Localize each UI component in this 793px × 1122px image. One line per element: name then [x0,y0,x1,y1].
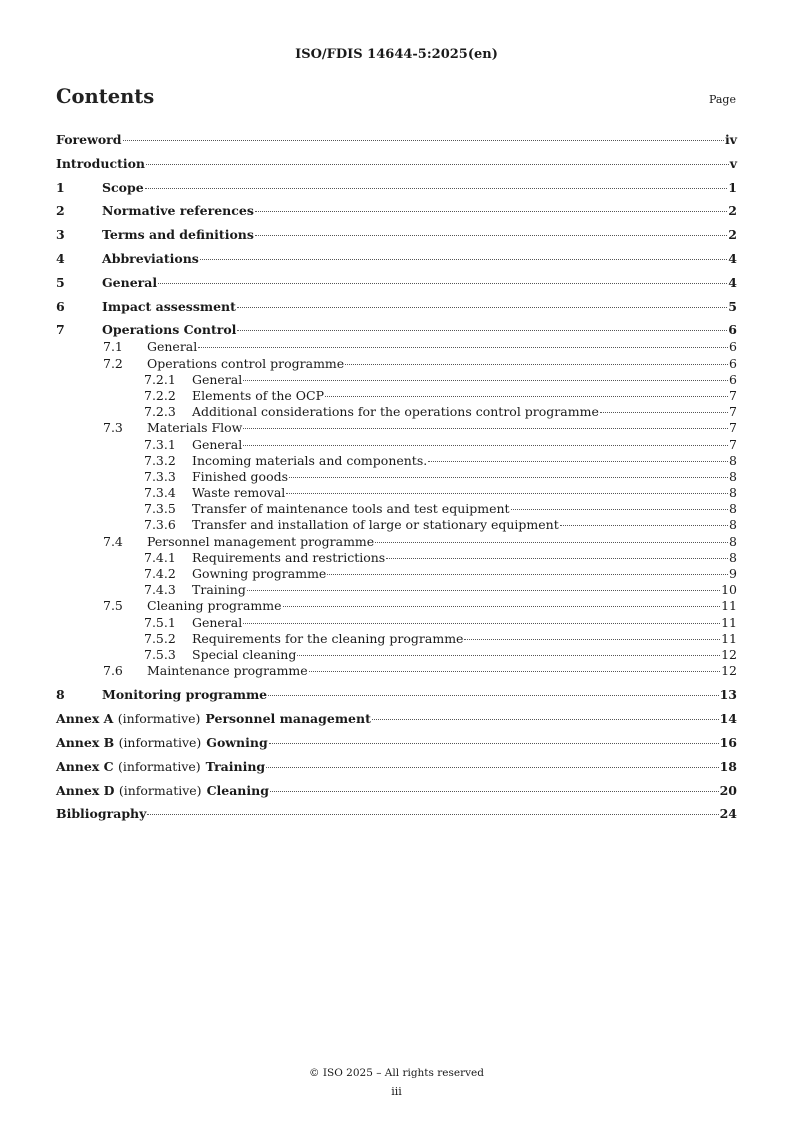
toc-entry-number: 7.2 [103,355,123,371]
toc-page-number: 8 [729,452,737,468]
toc-entry-number: 7.4 [103,533,123,549]
toc-entry-number: 7.3.2 [144,452,176,468]
toc-entry-number: 1 [56,179,65,195]
toc-entry-title: Finished goods [192,468,289,484]
toc-page-number: 7 [729,436,737,452]
toc-entry-number: 7.5.2 [144,630,176,646]
toc-page-number: 12 [721,646,737,662]
toc-entry-number: 7.2.1 [144,371,176,387]
toc-entry-title: General [192,614,243,630]
toc-page-number: 9 [729,566,737,581]
toc-page-number: 2 [728,227,737,243]
toc-page-number: 7 [729,420,737,436]
toc-entry-annex-b[interactable] [56,731,737,755]
toc-entry-terms-definitions[interactable] [56,223,737,247]
toc-page-number: 7 [729,404,737,420]
dot-leader [255,235,727,236]
toc-entry-number: 7.6 [103,663,123,679]
toc-entry-title: Normative references [102,203,254,219]
toc-page-number: 18 [719,758,737,774]
toc-entry-number: 7.3.3 [144,468,176,484]
toc-entry-number: 7.5 [103,598,123,614]
toc-entry-title: Cleaning programme [147,598,282,614]
toc-entry-abbreviations[interactable] [56,247,737,271]
annex-label: Annex B [56,734,115,750]
toc-page-number: 12 [721,663,737,679]
toc-entry-title: Transfer of maintenance tools and test equipment [192,501,510,517]
dot-leader [266,767,718,768]
dot-leader [268,695,718,696]
dot-leader [511,509,728,510]
toc-page-number: 8 [729,549,737,565]
dot-leader [255,211,727,212]
toc-page-number: 10 [721,582,737,598]
toc-entry-scope[interactable] [56,176,737,200]
toc-subentry-7-5-3[interactable] [56,647,737,663]
annex-informative-tag: (informative) [117,711,201,727]
dot-leader [237,330,727,331]
toc-subentry-7-4-3[interactable] [56,582,737,598]
toc-entry-number: 5 [56,274,65,290]
toc-entry-title: Requirements for the cleaning programme [192,630,464,646]
toc-page-number: 8 [729,533,737,549]
toc-entry-title: Incoming materials and components. [192,452,428,468]
toc-entry-title: Materials Flow [147,420,243,436]
toc-entry-title: Training [205,758,266,774]
toc-entry-number: 7.2.3 [144,404,176,420]
toc-entry-operations-control[interactable] [56,321,737,339]
dot-leader [560,525,728,526]
dot-leader [428,461,728,462]
dot-leader [309,671,720,672]
dot-leader [327,574,728,575]
page-column-label: Page [708,93,736,106]
dot-leader [297,655,720,656]
toc-page-number: 6 [729,339,737,355]
toc-entry-title: General [192,436,243,452]
dot-leader [147,814,718,815]
toc-entry-number: 7.4.1 [144,549,176,565]
page-number-footer: iii [391,1085,402,1098]
toc-page-number: 11 [721,630,737,646]
toc-entry-annex-d[interactable] [56,779,737,803]
dot-leader [269,743,719,744]
dot-leader [325,396,728,397]
toc-subentry-7-1[interactable] [56,339,737,355]
toc-subentry-7-6[interactable] [56,663,737,679]
toc-entry-title: Bibliography [56,806,147,822]
toc-page-number: 24 [719,806,737,822]
toc-entry-foreword[interactable] [56,128,737,152]
toc-entry-number: 6 [56,298,65,314]
toc-entry-title: Special cleaning [192,646,297,662]
toc-subentry-7-4-1[interactable] [56,550,737,566]
toc-page-number: 8 [729,501,737,517]
annex-informative-tag: (informative) [118,782,202,798]
toc-subentry-7-4-2[interactable] [56,566,737,582]
toc-page-number: 8 [729,485,737,501]
toc-entry-title: Gowning [206,734,268,750]
toc-entry-title: Cleaning [206,782,269,798]
toc-entry-introduction[interactable] [56,152,737,176]
toc-entry-title: Waste removal [192,485,286,501]
toc-subentry-7-2-1[interactable] [56,372,737,388]
toc-page-number: 8 [729,468,737,484]
dot-leader [372,719,719,720]
toc-entry-title: Elements of the OCP [192,387,325,403]
toc-page-number: 5 [728,298,737,314]
toc-subentry-7-5[interactable] [56,598,737,614]
toc-subentry-7-3[interactable] [56,420,737,436]
toc-entry-title: General [102,274,158,290]
toc-entry-number: 7.3.4 [144,485,176,501]
annex-informative-tag: (informative) [118,734,202,750]
toc-page-number: 11 [721,614,737,630]
toc-page-number: iv [724,132,737,147]
dot-leader [145,188,728,189]
dot-leader [464,639,720,640]
toc-subentry-7-3-6[interactable] [56,517,737,533]
toc-entry-annex-c[interactable] [56,755,737,779]
toc-entry-title: General [147,339,198,355]
toc-entry-title: Requirements and restrictions [192,549,386,565]
toc-subentry-7-3-5[interactable] [56,501,737,517]
dot-leader [123,140,724,141]
toc-entry-number: 8 [56,687,65,703]
toc-entry-title: Impact assessment [102,298,236,314]
toc-entry-general[interactable] [56,271,737,295]
toc-entry-number: 7.5.3 [144,646,176,662]
toc-entry-number: 7.3.6 [144,517,176,533]
toc-entry-title: Monitoring programme [102,687,268,703]
toc-page-number: 6 [729,355,737,371]
dot-leader [375,542,728,543]
dot-leader [237,307,727,308]
dot-leader [158,283,727,284]
toc-entry-number: 4 [56,250,65,266]
toc-subentry-7-3-1[interactable] [56,437,737,453]
toc-entry-title: Scope [102,179,144,195]
annex-label: Annex A [56,711,114,727]
toc-entry-title: Abbreviations [102,250,199,266]
toc-entry-number: 7.4.2 [144,566,176,581]
toc-subentry-7-3-3[interactable] [56,469,737,485]
dot-leader [243,380,728,381]
toc-page-number: v [729,155,737,171]
dot-leader [200,259,727,260]
toc-subentry-7-3-2[interactable] [56,453,737,469]
toc-entry-number: 7.2.2 [144,387,176,403]
toc-page-number: 14 [719,711,737,727]
toc-entry-title: Personnel management [205,711,371,727]
copyright-footer: © ISO 2025 – All rights reserved [309,1067,484,1079]
toc-entry-title: Transfer and installation of large or stationary equipment [192,517,559,533]
toc-page-number: 20 [719,782,737,798]
toc-page-number: 7 [729,387,737,403]
contents-title: Contents [56,85,155,108]
dot-leader [243,445,728,446]
toc-entry-title: Foreword [56,132,122,147]
annex-informative-tag: (informative) [117,758,201,774]
toc-entry-title: Operations control programme [147,355,345,371]
document-id-header: ISO/FDIS 14644-5:2025(en) [295,47,498,62]
toc-entry-impact-assessment[interactable] [56,295,737,319]
toc-entry-number: 7.1 [103,339,123,355]
toc-entry-annex-a[interactable] [56,707,737,731]
toc-subentry-7-2-3[interactable] [56,404,737,420]
dot-leader [286,493,728,494]
toc-page-number: 1 [728,179,737,195]
toc-page-number: 11 [721,598,737,614]
dot-leader [146,164,729,165]
toc-page-number: 16 [719,734,737,750]
dot-leader [247,590,720,591]
toc-entry-title: Introduction [56,155,146,171]
dot-leader [386,558,728,559]
toc-entry-bibliography[interactable] [56,802,737,826]
annex-label: Annex D [56,782,115,798]
toc-entry-number: 7.3.1 [144,436,176,452]
toc-entry-number: 2 [56,203,65,219]
toc-subentry-7-4[interactable] [56,534,737,550]
toc-entry-number: 3 [56,227,65,243]
toc-page-number: 8 [729,517,737,533]
toc-entry-title: Personnel management programme [147,533,375,549]
toc-entry-title: Operations Control [102,322,237,338]
toc-subentry-7-3-4[interactable] [56,485,737,501]
toc-page-number: 6 [728,322,737,338]
dot-leader [198,347,728,348]
toc-entry-number: 7 [56,322,65,338]
toc-subentry-7-2[interactable] [56,356,737,372]
dot-leader [600,412,728,413]
toc-entry-title: Terms and definitions [102,227,254,243]
dot-leader [270,791,719,792]
toc-entry-normative-references[interactable] [56,199,737,223]
toc-entry-title: Gowning programme [192,566,327,581]
toc-entry-title: Maintenance programme [147,663,308,679]
dot-leader [243,623,720,624]
dot-leader [289,477,728,478]
toc-page-number: 4 [728,250,737,266]
table-of-contents [56,128,737,826]
toc-entry-number: 7.3.5 [144,501,176,517]
toc-page-number: 4 [728,274,737,290]
annex-label: Annex C [56,758,114,774]
toc-entry-number: 7.4.3 [144,582,176,598]
toc-page-number: 2 [728,203,737,219]
toc-page-number: 6 [729,371,737,387]
dot-leader [345,364,728,365]
toc-entry-title: Training [192,582,246,598]
toc-entry-number: 7.3 [103,420,123,436]
toc-entry-number: 7.5.1 [144,614,176,630]
toc-entry-title: General [192,371,243,387]
dot-leader [243,428,728,429]
toc-subentry-7-5-1[interactable] [56,615,737,631]
toc-entry-title: Additional considerations for the operations control programme [192,404,599,420]
toc-page-number: 13 [719,687,737,703]
toc-subentry-7-5-2[interactable] [56,631,737,647]
toc-entry-monitoring-programme[interactable] [56,683,737,707]
dot-leader [283,606,721,607]
toc-subentry-7-2-2[interactable] [56,388,737,404]
